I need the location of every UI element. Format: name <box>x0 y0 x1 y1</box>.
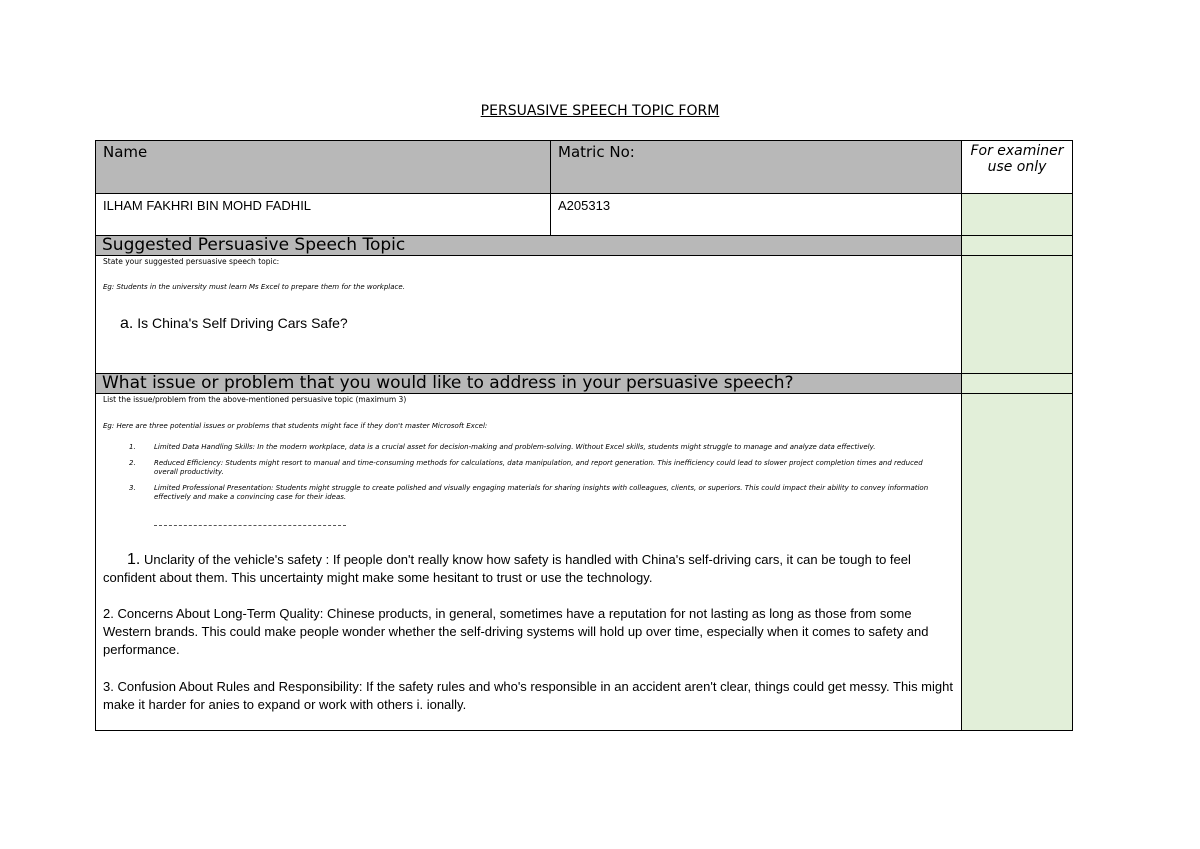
issue-example-intro: Eg: Here are three potential issues or problems that students might face if they don't master Microsoft Excel: <box>103 422 488 430</box>
example-text: Limited Data Handling Skills: In the modern workplace, data is a crucial asset for decision-making and problem-solving. Without Excel skills, students might struggle to manage and analyze data effectively. <box>154 443 876 451</box>
example-text: Reduced Efficiency: Students might resort to manual and time-consuming methods for calculations, data manipulation, and report generation. This inefficiency could lead to slower project completion times and reduced overall productivity. <box>154 459 923 476</box>
topic-answer-marker: a. <box>120 315 134 332</box>
example-item <box>103 484 948 502</box>
student-name-field[interactable]: ILHAM FAKHRI BIN MOHD FADHIL <box>95 193 551 236</box>
topic-section-heading: Suggested Persuasive Speech Topic <box>95 235 962 256</box>
example-number: 1. <box>129 443 136 451</box>
issue-answer-2[interactable] <box>103 605 959 659</box>
name-header: Name <box>95 140 551 194</box>
example-item <box>103 443 948 452</box>
example-number: 3. <box>129 484 136 492</box>
topic-content-cell[interactable] <box>95 255 962 374</box>
topic-example: Eg: Students in the university must learn Ms Excel to prepare them for the workplace. <box>103 283 405 291</box>
issue-answer-number: 3. <box>103 679 114 694</box>
examiner-cell-topic <box>961 255 1073 374</box>
examiner-cell-issue <box>961 393 1073 731</box>
topic-instruction: State your suggested persuasive speech topic: <box>103 257 280 266</box>
page-title: PERSUASIVE SPEECH TOPIC FORM <box>480 103 720 119</box>
issue-instruction: List the issue/problem from the above-mentioned persuasive topic (maximum 3) <box>103 395 407 404</box>
issue-answer-text: Confusion About Rules and Responsibility: If the safety rules and who's responsible in an accident aren't clear, things could get messy. This might make it harder for anies to expand or work with others i. ionally. <box>103 679 953 712</box>
example-divider <box>154 525 346 526</box>
issue-answer-text: Concerns About Long-Term Quality: Chinese products, in general, sometimes have a reputation for not lasting as long as those from some Western brands. This could make people wonder whether the self-driving systems will hold up over time, especially when it comes to safety and performance. <box>103 606 929 657</box>
matric-number-field[interactable]: A205313 <box>550 193 962 236</box>
example-number: 2. <box>129 459 136 467</box>
examiner-header: For examiner use only <box>961 140 1073 194</box>
issue-answer-number: 1. <box>127 551 141 568</box>
example-item <box>103 459 948 477</box>
examiner-cell-issue-heading <box>961 373 1073 394</box>
topic-answer[interactable] <box>120 314 348 333</box>
example-text: Limited Professional Presentation: Students might struggle to create polished and visually engaging materials for sharing insights with colleagues, clients, or superiors. This could impact their ability to convey information effectively and make a convincing case for their ideas. <box>154 484 929 501</box>
form-table <box>95 140 1073 731</box>
examiner-cell-student <box>961 193 1073 236</box>
issue-content-cell[interactable] <box>95 393 962 731</box>
matric-header: Matric No: <box>550 140 962 194</box>
topic-answer-text: Is China's Self Driving Cars Safe? <box>137 315 348 331</box>
issue-answer-1[interactable] <box>103 551 959 587</box>
issue-answer-text: Unclarity of the vehicle's safety : If people don't really know how safety is handled with China's self-driving cars, it can be tough to feel confident about them. This uncertainty might make some hesitant to trust or use the technology. <box>103 552 911 585</box>
issue-example-list <box>103 443 948 509</box>
issue-section-heading: What issue or problem that you would like to address in your persuasive speech? <box>95 373 962 394</box>
examiner-cell-topic-heading <box>961 235 1073 256</box>
issue-answer-number: 2. <box>103 606 114 621</box>
issue-answer-3[interactable] <box>103 678 959 714</box>
